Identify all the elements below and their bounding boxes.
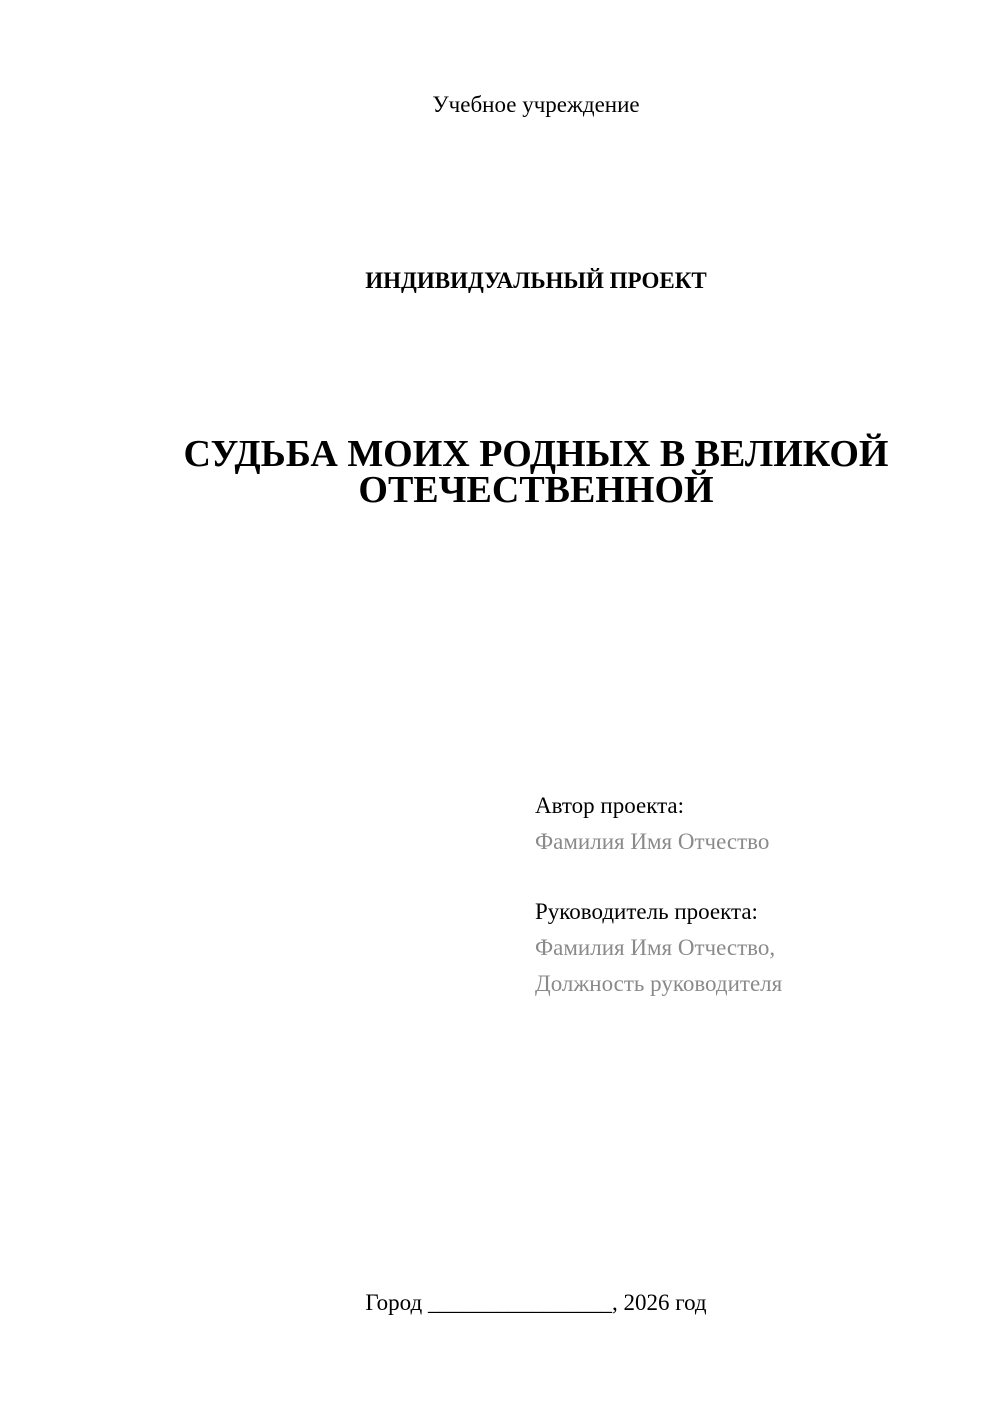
project-info-block bbox=[535, 788, 782, 1002]
supervisor-label: Руководитель проекта: bbox=[535, 899, 758, 924]
supervisor-position-placeholder: Должность руководителя bbox=[535, 971, 783, 996]
city-blank: ________________ bbox=[427, 1290, 612, 1315]
project-title bbox=[0, 433, 1000, 511]
spacer bbox=[535, 860, 782, 894]
institution-name: Учебное учреждение bbox=[432, 92, 640, 117]
author-label: Автор проекта: bbox=[535, 793, 684, 818]
author-name-placeholder: Фамилия Имя Отчество bbox=[535, 829, 770, 854]
year-text: , 2026 год bbox=[611, 1290, 707, 1315]
project-title-line-2: ОТЕЧЕСТВЕННОЙ bbox=[358, 469, 714, 511]
city-label: Город bbox=[365, 1290, 423, 1315]
project-title-line-1: СУДЬБА МОИХ РОДНЫХ В ВЕЛИКОЙ bbox=[183, 433, 889, 475]
supervisor-name-placeholder: Фамилия Имя Отчество, bbox=[535, 935, 776, 960]
project-type-heading: ИНДИВИДУАЛЬНЫЙ ПРОЕКТ bbox=[365, 268, 707, 293]
city-year-line bbox=[0, 1290, 1000, 1316]
